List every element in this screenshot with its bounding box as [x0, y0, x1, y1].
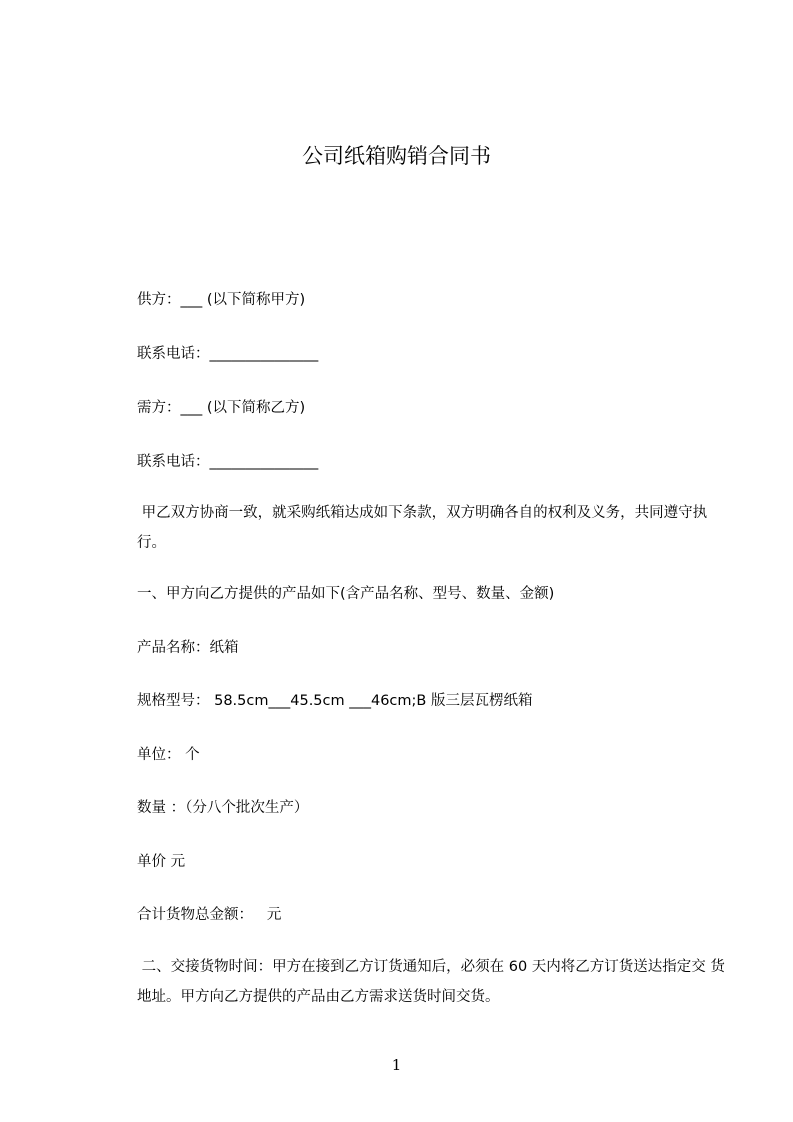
- product-name-line: 产品名称：纸箱: [137, 640, 239, 656]
- total-amount-line: 合计货物总金额： 元: [137, 907, 282, 923]
- unit-price-line: 单价 元: [137, 854, 186, 870]
- supplier-phone-line: 联系电话：_______________: [137, 346, 319, 362]
- agreement-paragraph: 甲乙双方协商一致，就采购纸箱达成如下条款，双方明确各自的权利及义务，共同遵守执行。: [137, 505, 708, 551]
- buyer-line: 需方：___ (以下简称乙方): [137, 400, 306, 416]
- buyer-phone-line: 联系电话：_______________: [137, 454, 319, 470]
- specification-line: 规格型号： 58.5cm___45.5cm ___46cm;B 版三层瓦楞纸箱: [137, 693, 533, 709]
- page-number: 1: [391, 1056, 402, 1074]
- delivery-paragraph: 二、交接货物时间：甲方在接到乙方订货通知后，必须在 60 天内将乙方订货送达指定交 货地址。甲方向乙方提供的产品由乙方需求送货时间交货。: [137, 959, 725, 1005]
- document-title: 公司纸箱购销合同书: [302, 144, 491, 168]
- section-one-heading: 一、甲方向乙方提供的产品如下(含产品名称、型号、数量、金额): [137, 586, 555, 602]
- unit-line: 单位： 个: [137, 747, 200, 763]
- quantity-line: 数量 ：（分八个批次生产）: [137, 800, 309, 816]
- supplier-line: 供方：___ (以下简称甲方): [137, 292, 306, 308]
